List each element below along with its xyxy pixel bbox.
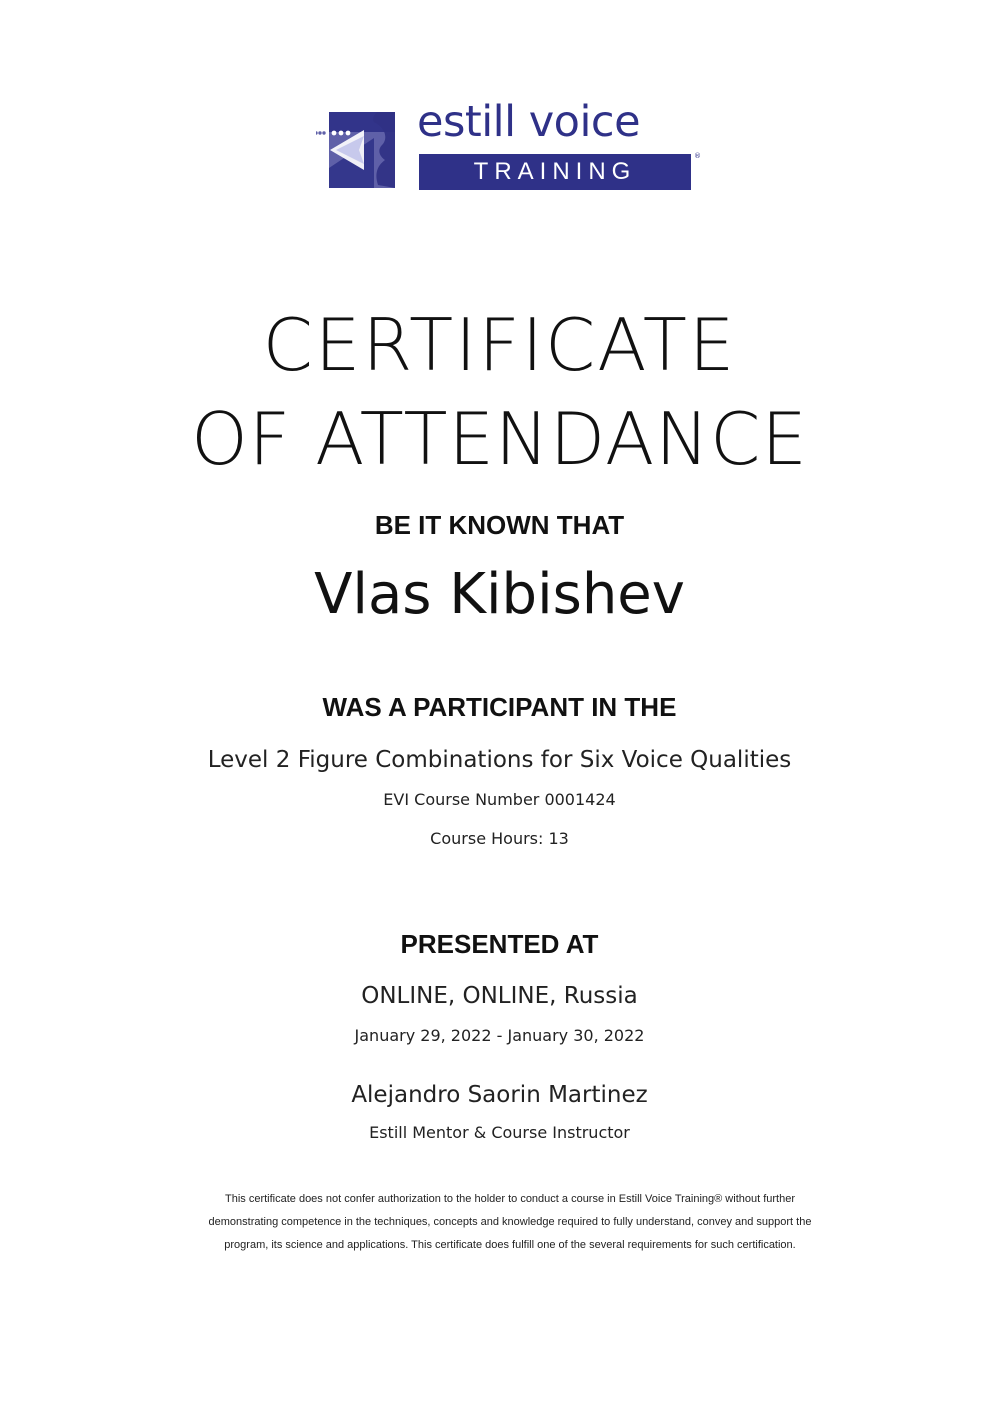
course-number: EVI Course Number 0001424 <box>383 790 616 809</box>
course-location: ONLINE, ONLINE, Russia <box>361 983 638 1009</box>
course-hours: Course Hours: 13 <box>430 829 569 848</box>
disclaimer-line: program, its science and applications. This certificate does fulfill one of the several requirements for such certification. <box>224 1239 796 1251</box>
certificate-disclaimer <box>160 1188 860 1257</box>
certificate-title-line-2: OF ATTENDANCE <box>191 397 808 482</box>
logo-wordmark: estill voice <box>417 97 641 147</box>
course-dates: January 29, 2022 - January 30, 2022 <box>354 1026 645 1045</box>
certificate-title-line-1: CERTIFICATE <box>262 303 737 388</box>
course-name: Level 2 Figure Combinations for Six Voice Qualities <box>207 747 792 773</box>
disclaimer-line: This certificate does not confer authorization to the holder to conduct a course in Estill Voice Training® without further <box>224 1193 796 1205</box>
presented-at-label: PRESENTED AT <box>400 929 599 959</box>
participant-name: Vlas Kibishev <box>314 562 685 627</box>
registered-mark: ® <box>694 152 701 160</box>
be-it-known-label: BE IT KNOWN THAT <box>374 510 625 540</box>
participant-label: WAS A PARTICIPANT IN THE <box>322 692 677 722</box>
logo-training-label: TRAINING <box>419 154 691 190</box>
estill-voice-training-logo <box>316 97 706 196</box>
instructor-title: Estill Mentor & Course Instructor <box>369 1123 630 1142</box>
instructor-name: Alejandro Saorin Martinez <box>351 1082 648 1108</box>
disclaimer-line: demonstrating competence in the techniques, concepts and knowledge required to fully understand, convey and support the <box>208 1216 812 1228</box>
estill-voice-training-logo-icon <box>316 108 400 192</box>
